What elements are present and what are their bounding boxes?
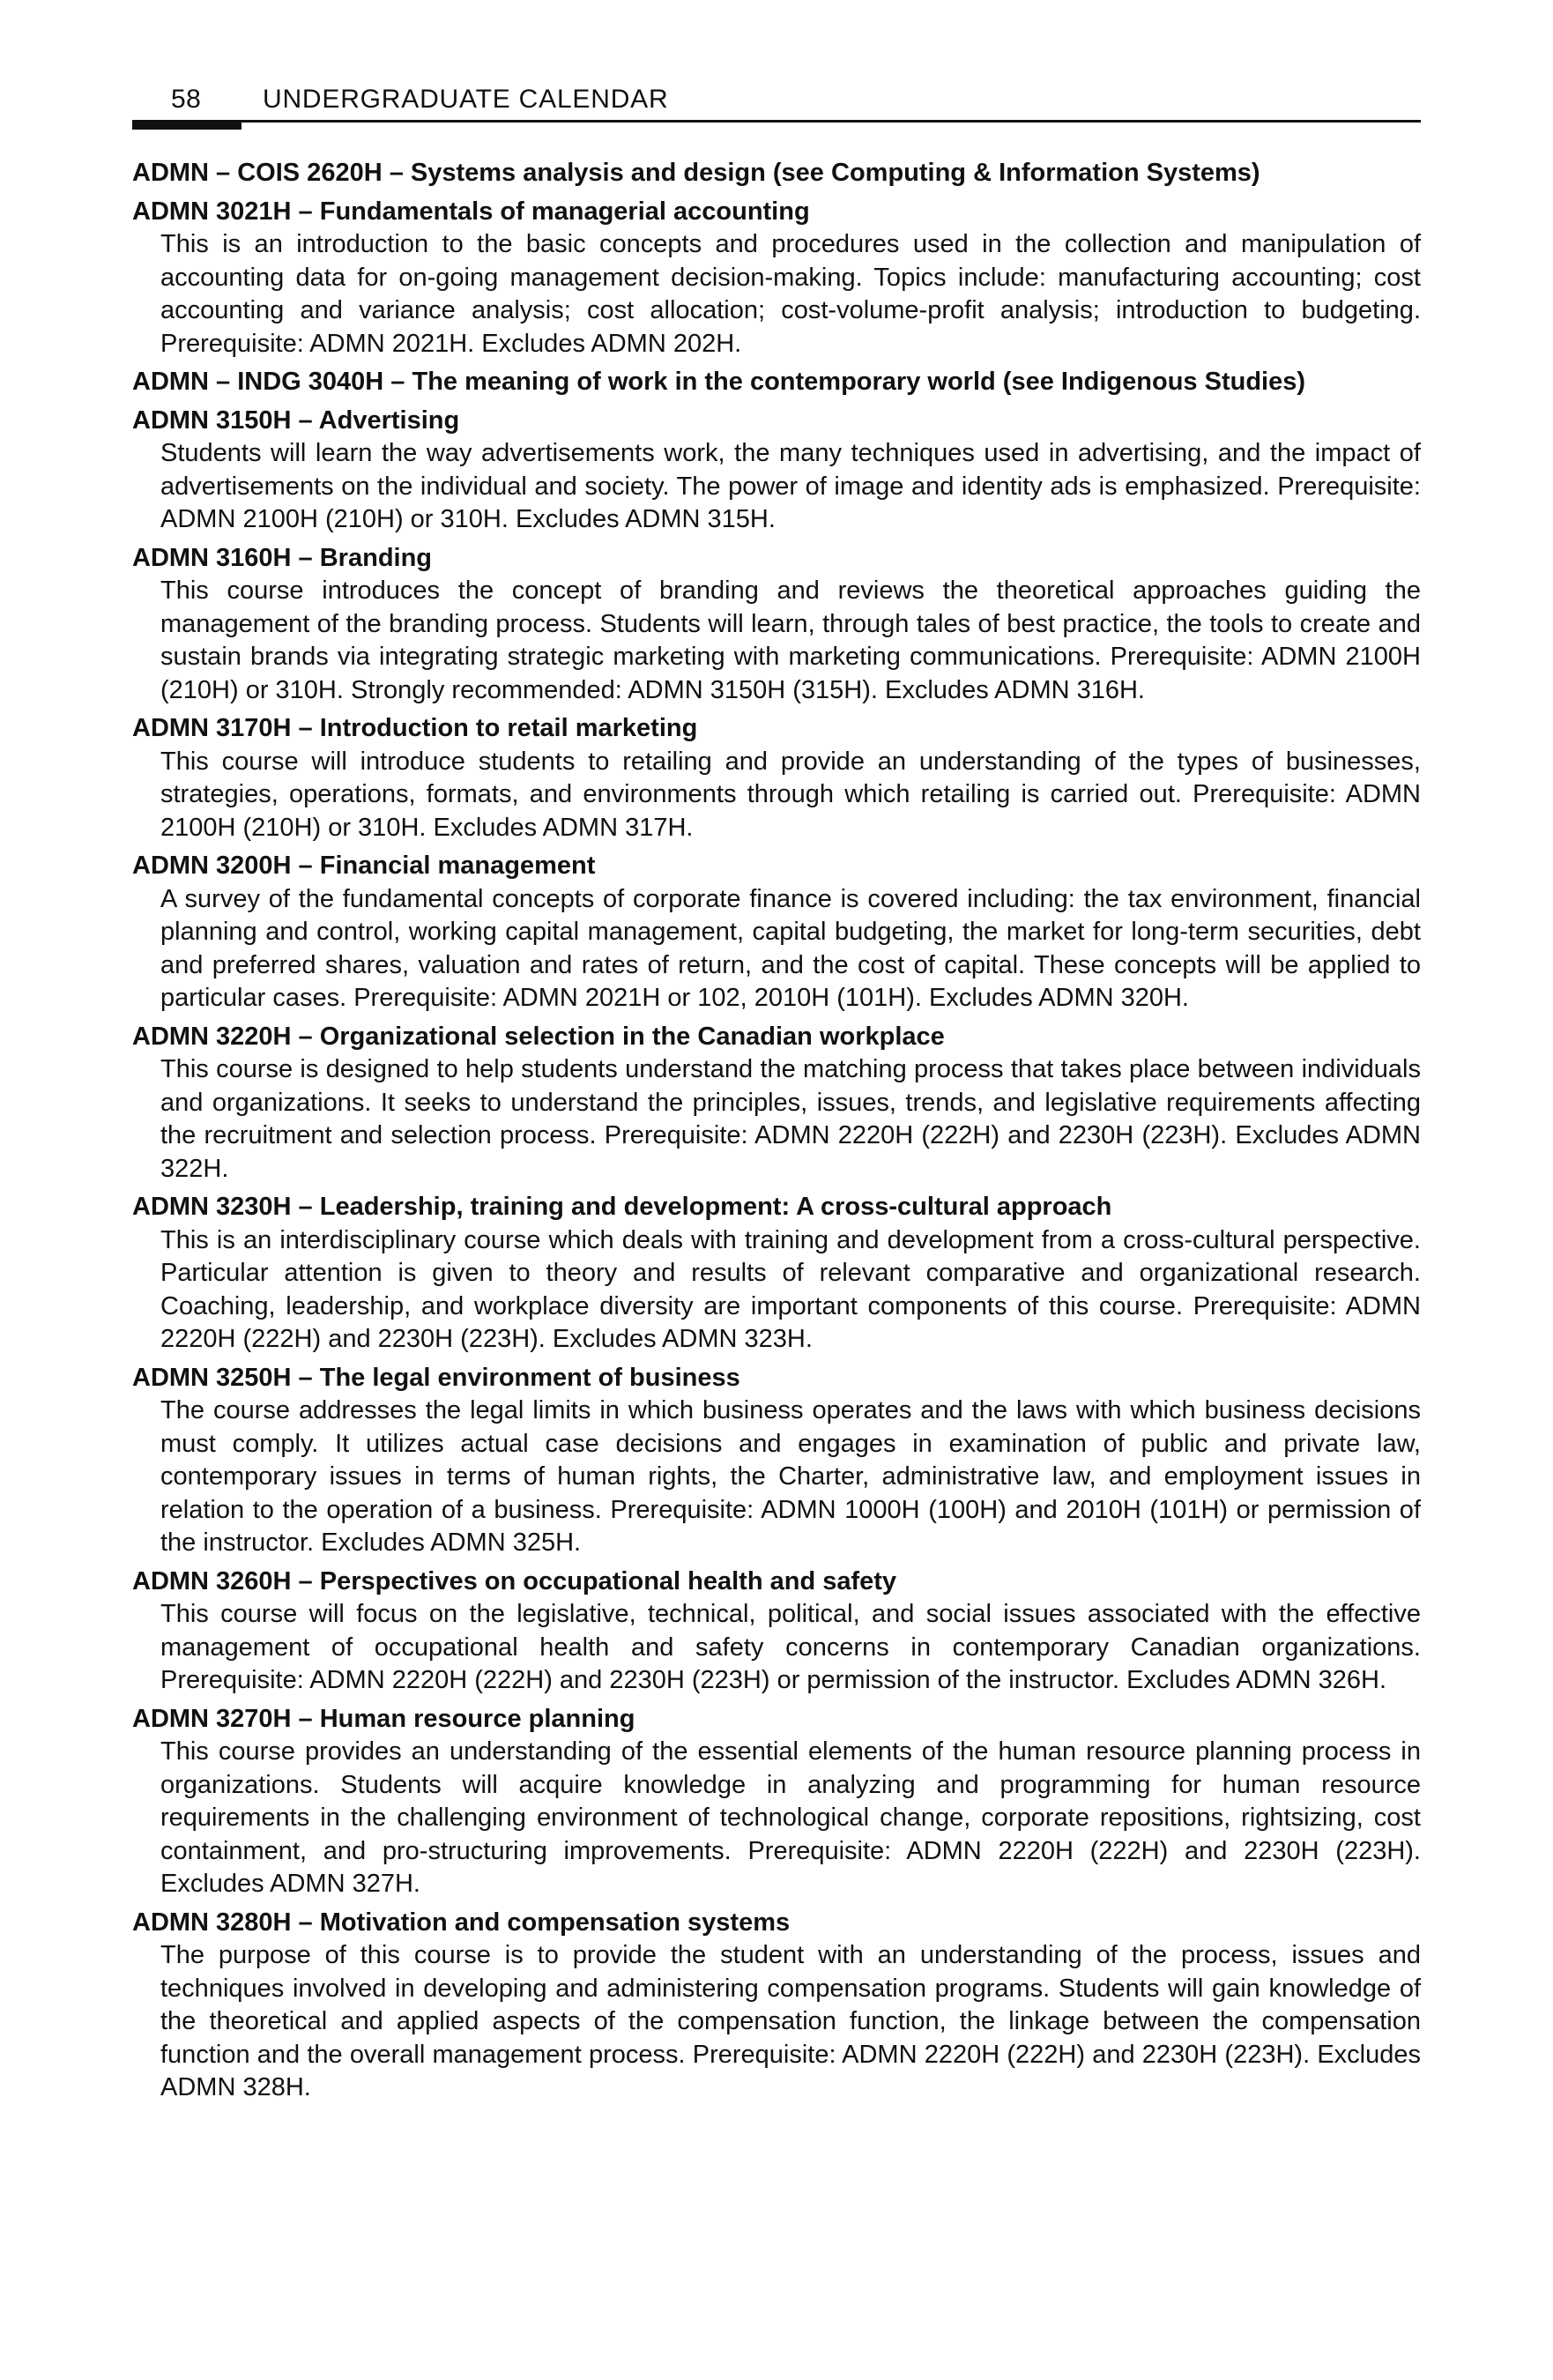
course-entry-admn-3150h (132, 405, 1421, 537)
course-description: This is an introduction to the basic concepts and procedures used in the collection and manipulation of accounting data for on-going management decision-making. Topics include: manufacturing accounting; cost accounting and variance analysis; cost allocation; cost-volume-profit analysis; introduction to budgeting. Prerequisite: ADMN 2021H. Excludes ADMN 202H. (160, 230, 1421, 358)
course-title: ADMN 3170H – Introduction to retail marketing (132, 714, 698, 742)
course-description: This course introduces the concept of branding and reviews the theoretical approaches guiding the management of the branding process. Students will learn, through tales of best practice, the tools to create and sustain brands via integrating strategic marketing with marketing communications. Prerequisite: ADMN 2100H (210H) or 310H. Strongly recommended: ADMN 3150H (315H). Excludes ADMN 316H. (160, 576, 1421, 704)
course-title: ADMN 3150H – Advertising (132, 405, 460, 435)
course-description: This course will introduce students to retailing and provide an understanding of the types of businesses, strategies, operations, formats, and environments through which retailing is carried out. Prerequisite: ADMN 2100H (210H) or 310H. Excludes ADMN 317H. (160, 747, 1421, 842)
course-title: ADMN 3220H – Organizational selection in the Canadian workplace (132, 1022, 945, 1051)
course-entry-admn-3270h (132, 1703, 1421, 1901)
course-title: ADMN – INDG 3040H – The meaning of work in the contemporary world (see Indigenous Studies) (132, 368, 1305, 396)
course-description: This course provides an understanding of the essential elements of the human resource planning process in organizations. Students will acquire knowledge in analyzing and programming for human resource requirements in the challenging environment of technological change, corporate repositions, rightsizing, cost containment, and pro-structuring improvements. Prerequisite: ADMN 2220H (222H) and 2230H (223H). Excludes ADMN 327H. (160, 1737, 1421, 1898)
course-title: ADMN 3230H – Leadership, training and development: A cross-cultural approach (132, 1193, 1112, 1221)
course-title: ADMN 3270H – Human resource planning (132, 1704, 635, 1733)
course-entry-admn-cois-2620h (132, 157, 1421, 190)
course-title: ADMN 3200H – Financial management (132, 852, 596, 880)
header-tab-bar (132, 120, 241, 130)
course-entry-admn-3280h (132, 1907, 1421, 2105)
course-title: ADMN 3021H – Fundamentals of managerial accounting (132, 197, 810, 226)
course-title: ADMN – COIS 2620H – Systems analysis and design (see Computing & Information Systems) (132, 159, 1260, 187)
course-entry-admn-3160h (132, 542, 1421, 708)
course-description: This course is designed to help students understand the matching process that takes place between individuals and organizations. It seeks to understand the principles, issues, trends, and legislative requirements affecting the recruitment and selection process. Prerequisite: ADMN 2220H (222H) and 2230H (223H). Excludes ADMN 322H. (160, 1055, 1421, 1183)
course-description: A survey of the fundamental concepts of corporate finance is covered including: the tax environment, financial planning and control, working capital management, capital budgeting, the market for long-term securities, debt and preferred shares, valuation and rates of return, and the cost of capital. These concepts will be applied to particular cases. Prerequisite: ADMN 2021H or 102, 2010H (101H). Excludes ADMN 320H. (160, 884, 1421, 1012)
course-list (132, 157, 1421, 2110)
course-description: The purpose of this course is to provide the student with an understanding of the process, issues and techniques involved in developing and administering compensation programs. Students will gain knowledge of the theoretical and applied aspects of the compensation function, the linkage between the compensation function and the overall management process. Prerequisite: ADMN 2220H (222H) and 2230H (223H). Excludes ADMN 328H. (160, 1941, 1421, 2101)
course-entry-admn-3220h (132, 1021, 1421, 1186)
course-entry-admn-3260h (132, 1566, 1421, 1698)
course-entry-admn-3250h (132, 1362, 1421, 1560)
course-entry-admn-3230h (132, 1191, 1421, 1357)
course-title: ADMN 3250H – The legal environment of business (132, 1363, 740, 1392)
course-entry-admn-3200h (132, 850, 1421, 1015)
page-header (132, 81, 1421, 130)
running-title: UNDERGRADUATE CALENDAR (263, 85, 669, 114)
course-title: ADMN 3260H – Perspectives on occupational health and safety (132, 1566, 897, 1595)
course-description: This is an interdisciplinary course which deals with training and development from a cross-cultural perspective. Particular attention is given to theory and results of relevant comparative and organizational research. Coaching, leadership, and workplace diversity are important components of this course. Prerequisite: ADMN 2220H (222H) and 2230H (223H). Excludes ADMN 323H. (160, 1225, 1421, 1353)
course-entry-admn-3170h (132, 712, 1421, 844)
course-description: The course addresses the legal limits in which business operates and the laws with which business decisions must comply. It utilizes actual case decisions and engages in examination of public and private law, contemporary issues in terms of human rights, the Charter, administrative law, and employment issues in relation to the operation of a business. Prerequisite: ADMN 1000H (100H) and 2010H (101H) or permission of the instructor. Excludes ADMN 325H. (160, 1396, 1421, 1557)
course-entry-admn-3021h (132, 196, 1421, 361)
course-description: This course will focus on the legislative, technical, political, and social issues associated with the effective management of occupational health and safety concerns in contemporary Canadian organizations. Prerequisite: ADMN 2220H (222H) and 2230H (223H) or permission of the instructor. Excludes ADMN 326H. (160, 1600, 1421, 1694)
course-description: Students will learn the way advertisements work, the many techniques used in advertising, and the impact of advertisements on the individual and society. The power of image and identity ads is emphasized. Prerequisite: ADMN 2100H (210H) or 310H. Excludes ADMN 315H. (160, 439, 1421, 533)
course-title: ADMN 3160H – Branding (132, 543, 433, 572)
page-number: 58 (171, 85, 202, 114)
header-rule (132, 120, 1421, 123)
course-entry-admn-indg-3040h (132, 366, 1421, 399)
course-title: ADMN 3280H – Motivation and compensation systems (132, 1908, 791, 1937)
